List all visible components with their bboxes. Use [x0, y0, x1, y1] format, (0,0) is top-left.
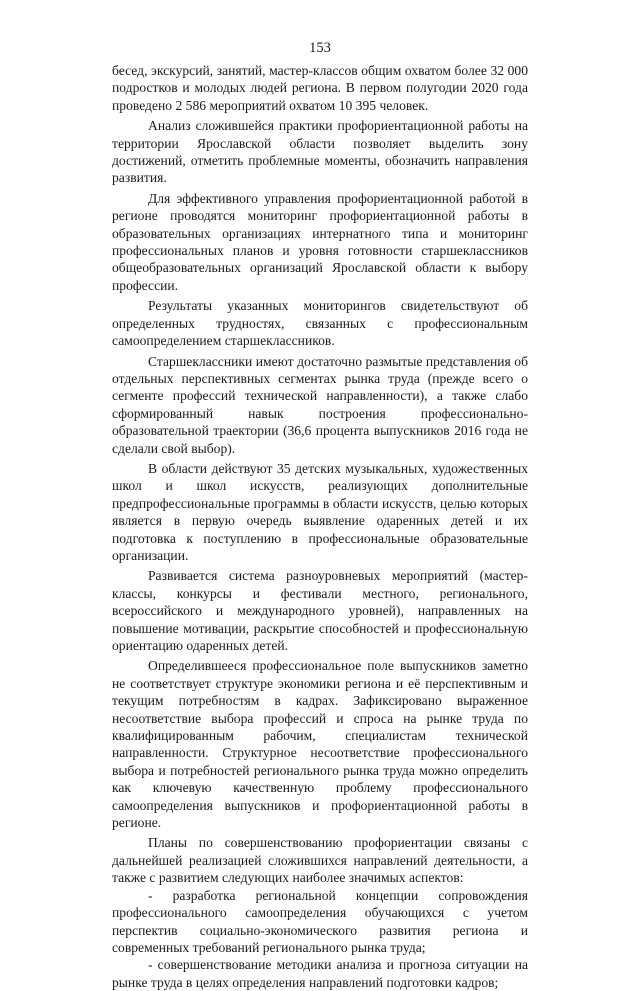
- page-number: 153: [309, 40, 331, 56]
- list-item-2: - совершенствование методики анализа и прогноза ситуации на рынке труда в целях определения направлений подготовки кадров;: [112, 957, 528, 990]
- paragraph-5: Старшеклассники имеют достаточно размытые представления об отдельных перспективных сегментах рынка труда (прежде всего о сегменте профессий технической направленности), а также слабо сформированный навык построения профессионально-образовательной траектории (36,6 процента выпускников 2016 года не сделали свой выбор).: [112, 353, 528, 456]
- paragraph-1: бесед, экскурсий, занятий, мастер-классов общим охватом более 32 000 подростков и молодых людей региона. В первом полугодии 2020 года проведено 2 586 мероприятий охватом 10 395 человек.: [112, 63, 528, 113]
- paragraph-7: Развивается система разноуровневых мероприятий (мастер-классы, конкурсы и фестивали местного, регионального, всероссийского и международного уровней), направленных на повышение мотивации, раскрытие способностей и профессиональную ориентацию одаренных детей.: [112, 568, 528, 653]
- paragraph-3: Для эффективного управления профориентационной работой в регионе проводятся мониторинг профориентационной работы в образовательных организациях интернатного типа и мониторинг профессиональных планов и уровня готовности старшеклассников общеобразовательных организаций Ярославской области к выбору профессии.: [112, 190, 528, 293]
- body-text: [112, 62, 528, 991]
- paragraph-6: В области действуют 35 детских музыкальных, художественных школ и школ искусств, реализующих дополнительные предпрофессиональные программы в области искусств, целью которых является в первую очередь выявление одаренных детей и их подготовка к поступлению в профессиональные образовательные организации.: [112, 460, 528, 563]
- list-item-1: - разработка региональной концепции сопровождения профессионального самоопределения обучающихся с учетом перспектив социально-экономического развития региона и современных требований регионального рынка труда;: [112, 887, 528, 955]
- paragraph-4: Результаты указанных мониторингов свидетельствуют об определенных трудностях, связанных с профессиональным самоопределением старшеклассников.: [112, 298, 528, 349]
- paragraph-8: Определившееся профессиональное поле выпускников заметно не соответствует структуре экономики региона и её перспективным и текущим потребностям в кадрах. Зафиксировано выраженное несоответствие выбора профессий и спроса на рынке труда по квалифицированным рабочим, специалистам технической направленности. Структурное несоответствие профессионального выбора и потребностей регионального рынка труда можно определить как ключевую качественную проблему профессионального самоопределения выпускников и профориентационной работы в регионе.: [112, 658, 528, 831]
- paragraph-2: Анализ сложившейся практики профориентационной работы на территории Ярославской области позволяет выделить зону достижений, отметить проблемные моменты, обозначить направления развития.: [112, 118, 528, 186]
- paragraph-9: Планы по совершенствованию профориентации связаны с дальнейшей реализацией сложившихся направлений деятельности, а также с развитием следующих наиболее значимых аспектов:: [112, 835, 528, 886]
